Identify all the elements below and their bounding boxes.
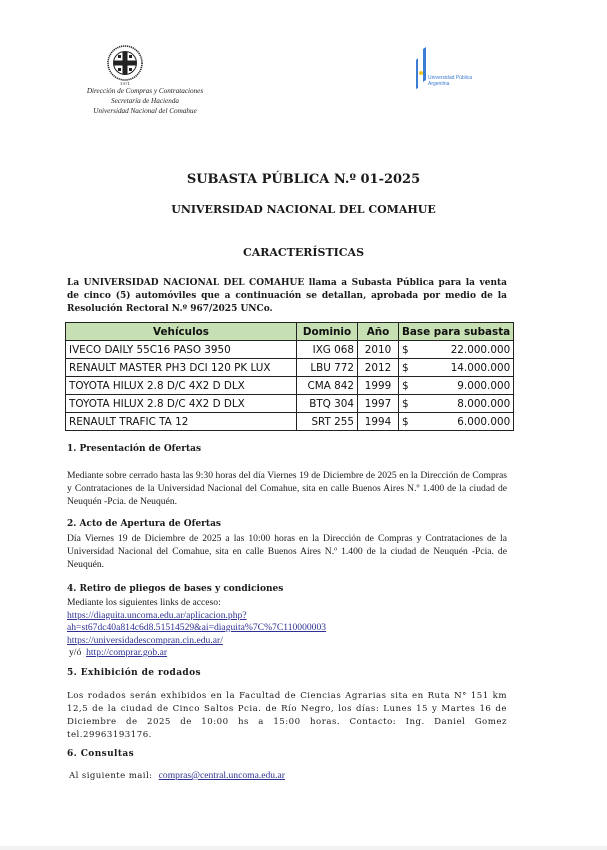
department-line: Dirección de Compras y Contrataciones [86, 87, 204, 95]
currency-symbol: $ [402, 343, 409, 356]
department-block [60, 86, 230, 116]
document-title: SUBASTA PÚBLICA N.º 01-2025 [186, 172, 421, 187]
currency-symbol: $ [402, 397, 409, 410]
base-amount: 14.000.000 [450, 361, 511, 374]
svg-text:1971: 1971 [119, 81, 131, 86]
cell-anio: 2012 [358, 359, 399, 377]
links-block [67, 597, 507, 660]
intro-paragraph: La UNIVERSIDAD NACIONAL DEL COMAHUE llama a Subasta Pública para la venta de cinco (5) automóviles que a continuación se detallan, aprobada por medio de la Resolución Rectoral N.º 967/2025 UNCo. [67, 278, 507, 314]
department-line: Universidad Nacional del Comahue [93, 107, 197, 115]
base-amount: 22.000.000 [450, 343, 511, 356]
diaguita-link[interactable]: https://diaguita.uncoma.edu.ar/aplicacion.php? ah=st67dc40a814c6d8.51514529&ai=diaguita%7C%7C110000003 [67, 609, 327, 633]
section-heading-apertura: 2. Acto de Apertura de Ofertas [67, 519, 221, 529]
currency-symbol: $ [402, 379, 409, 392]
universidades-compran-link[interactable]: https://universidadescompran.cin.edu.ar/ [67, 634, 223, 646]
consultas-label: Al siguiente mail: [69, 771, 153, 781]
vehicles-table [65, 322, 514, 431]
table-row [66, 413, 514, 431]
table-row [66, 359, 514, 377]
department-line: Secretaría de Hacienda [111, 97, 179, 105]
column-header-vehiculos: Vehículos [66, 323, 297, 341]
base-amount: 6.000.000 [457, 415, 511, 428]
comprar-link[interactable]: http://comprar.gob.ar [86, 647, 168, 658]
currency-symbol: $ [402, 361, 409, 374]
section-heading-exhibicion: 5. Exhibición de rodados [67, 668, 201, 678]
section-title: CARACTERÍSTICAS [242, 246, 365, 259]
section-heading-retiro-pliegos: 4. Retiro de pliegos de bases y condiciones [67, 584, 284, 594]
cell-anio: 1994 [358, 413, 399, 431]
column-header-dominio: Dominio [297, 323, 358, 341]
base-amount: 9.000.000 [457, 379, 511, 392]
currency-symbol: $ [402, 415, 409, 428]
university-seal-icon [100, 44, 150, 86]
cell-vehiculo: TOYOTA HILUX 2.8 D/C 4X2 D DLX [66, 377, 297, 395]
cell-vehiculo: TOYOTA HILUX 2.8 D/C 4X2 D DLX [66, 395, 297, 413]
cell-vehiculo: IVECO DAILY 55C16 PASO 3950 [66, 341, 297, 359]
cell-dominio: BTQ 304 [297, 395, 358, 413]
table-row [66, 395, 514, 413]
cell-base [399, 395, 514, 413]
column-header-base: Base para subasta [399, 323, 514, 341]
conjunction-text: y/ó [69, 647, 82, 658]
cell-dominio: SRT 255 [297, 413, 358, 431]
document-subtitle: UNIVERSIDAD NACIONAL DEL COMAHUE [171, 203, 436, 216]
table-row [66, 341, 514, 359]
cell-anio: 1999 [358, 377, 399, 395]
cell-base [399, 341, 514, 359]
cell-base [399, 413, 514, 431]
section-heading-presentacion: 1. Presentación de Ofertas [67, 444, 202, 454]
page-bottom-edge [0, 846, 607, 850]
links-intro: Mediante los siguientes links de acceso: [67, 597, 221, 608]
cell-anio: 2010 [358, 341, 399, 359]
table-row [66, 377, 514, 395]
universidad-publica-logo-text: Universidad Pública Argentina [428, 75, 473, 87]
base-amount: 8.000.000 [457, 397, 511, 410]
section-body-exhibicion: Los rodados serán exhibidos en la Facultad de Ciencias Agrarias sita en Ruta N° 151 km 12,5 de la ciudad de Cinco Saltos Pcia. de Río Negro, los días: Lunes 15 y Martes 16 de Diciembre de 2025 de 10:00 hs a 15:00 horas. Contacto: Ing. Daniel Gomez tel.29963193176. [67, 691, 507, 740]
cell-base [399, 377, 514, 395]
consultas-line [69, 770, 285, 781]
email-link[interactable]: compras@central.uncoma.edu.ar [158, 770, 285, 781]
cell-dominio: IXG 068 [297, 341, 358, 359]
cell-anio: 1997 [358, 395, 399, 413]
section-body-presentacion: Mediante sobre cerrado hasta las 9:30 horas del día Viernes 19 de Diciembre de 2025 en la Dirección de Compras y Contrataciones de la Universidad Nacional del Comahue, sita en calle Buenos Aires N.º 1.400 de la ciudad de Neuquén -Pcia. de Neuquén. [67, 470, 507, 507]
cell-dominio: LBU 772 [297, 359, 358, 377]
section-body-apertura: Día Viernes 19 de Diciembre de 2025 a las 10:00 horas en la Dirección de Compras y Contrataciones de la Universidad Nacional del Comahue, sita en calle Buenos Aires N.º 1.400 de la ciudad de Neuquén -Pcia. de Neuquén. [67, 533, 507, 570]
cell-base [399, 359, 514, 377]
section-heading-consultas: 6. Consultas [67, 749, 135, 759]
table-header-row [66, 323, 514, 341]
column-header-anio: Año [358, 323, 399, 341]
cell-vehiculo: RENAULT TRAFIC TA 12 [66, 413, 297, 431]
cell-vehiculo: RENAULT MASTER PH3 DCI 120 PK LUX [66, 359, 297, 377]
cell-dominio: CMA 842 [297, 377, 358, 395]
